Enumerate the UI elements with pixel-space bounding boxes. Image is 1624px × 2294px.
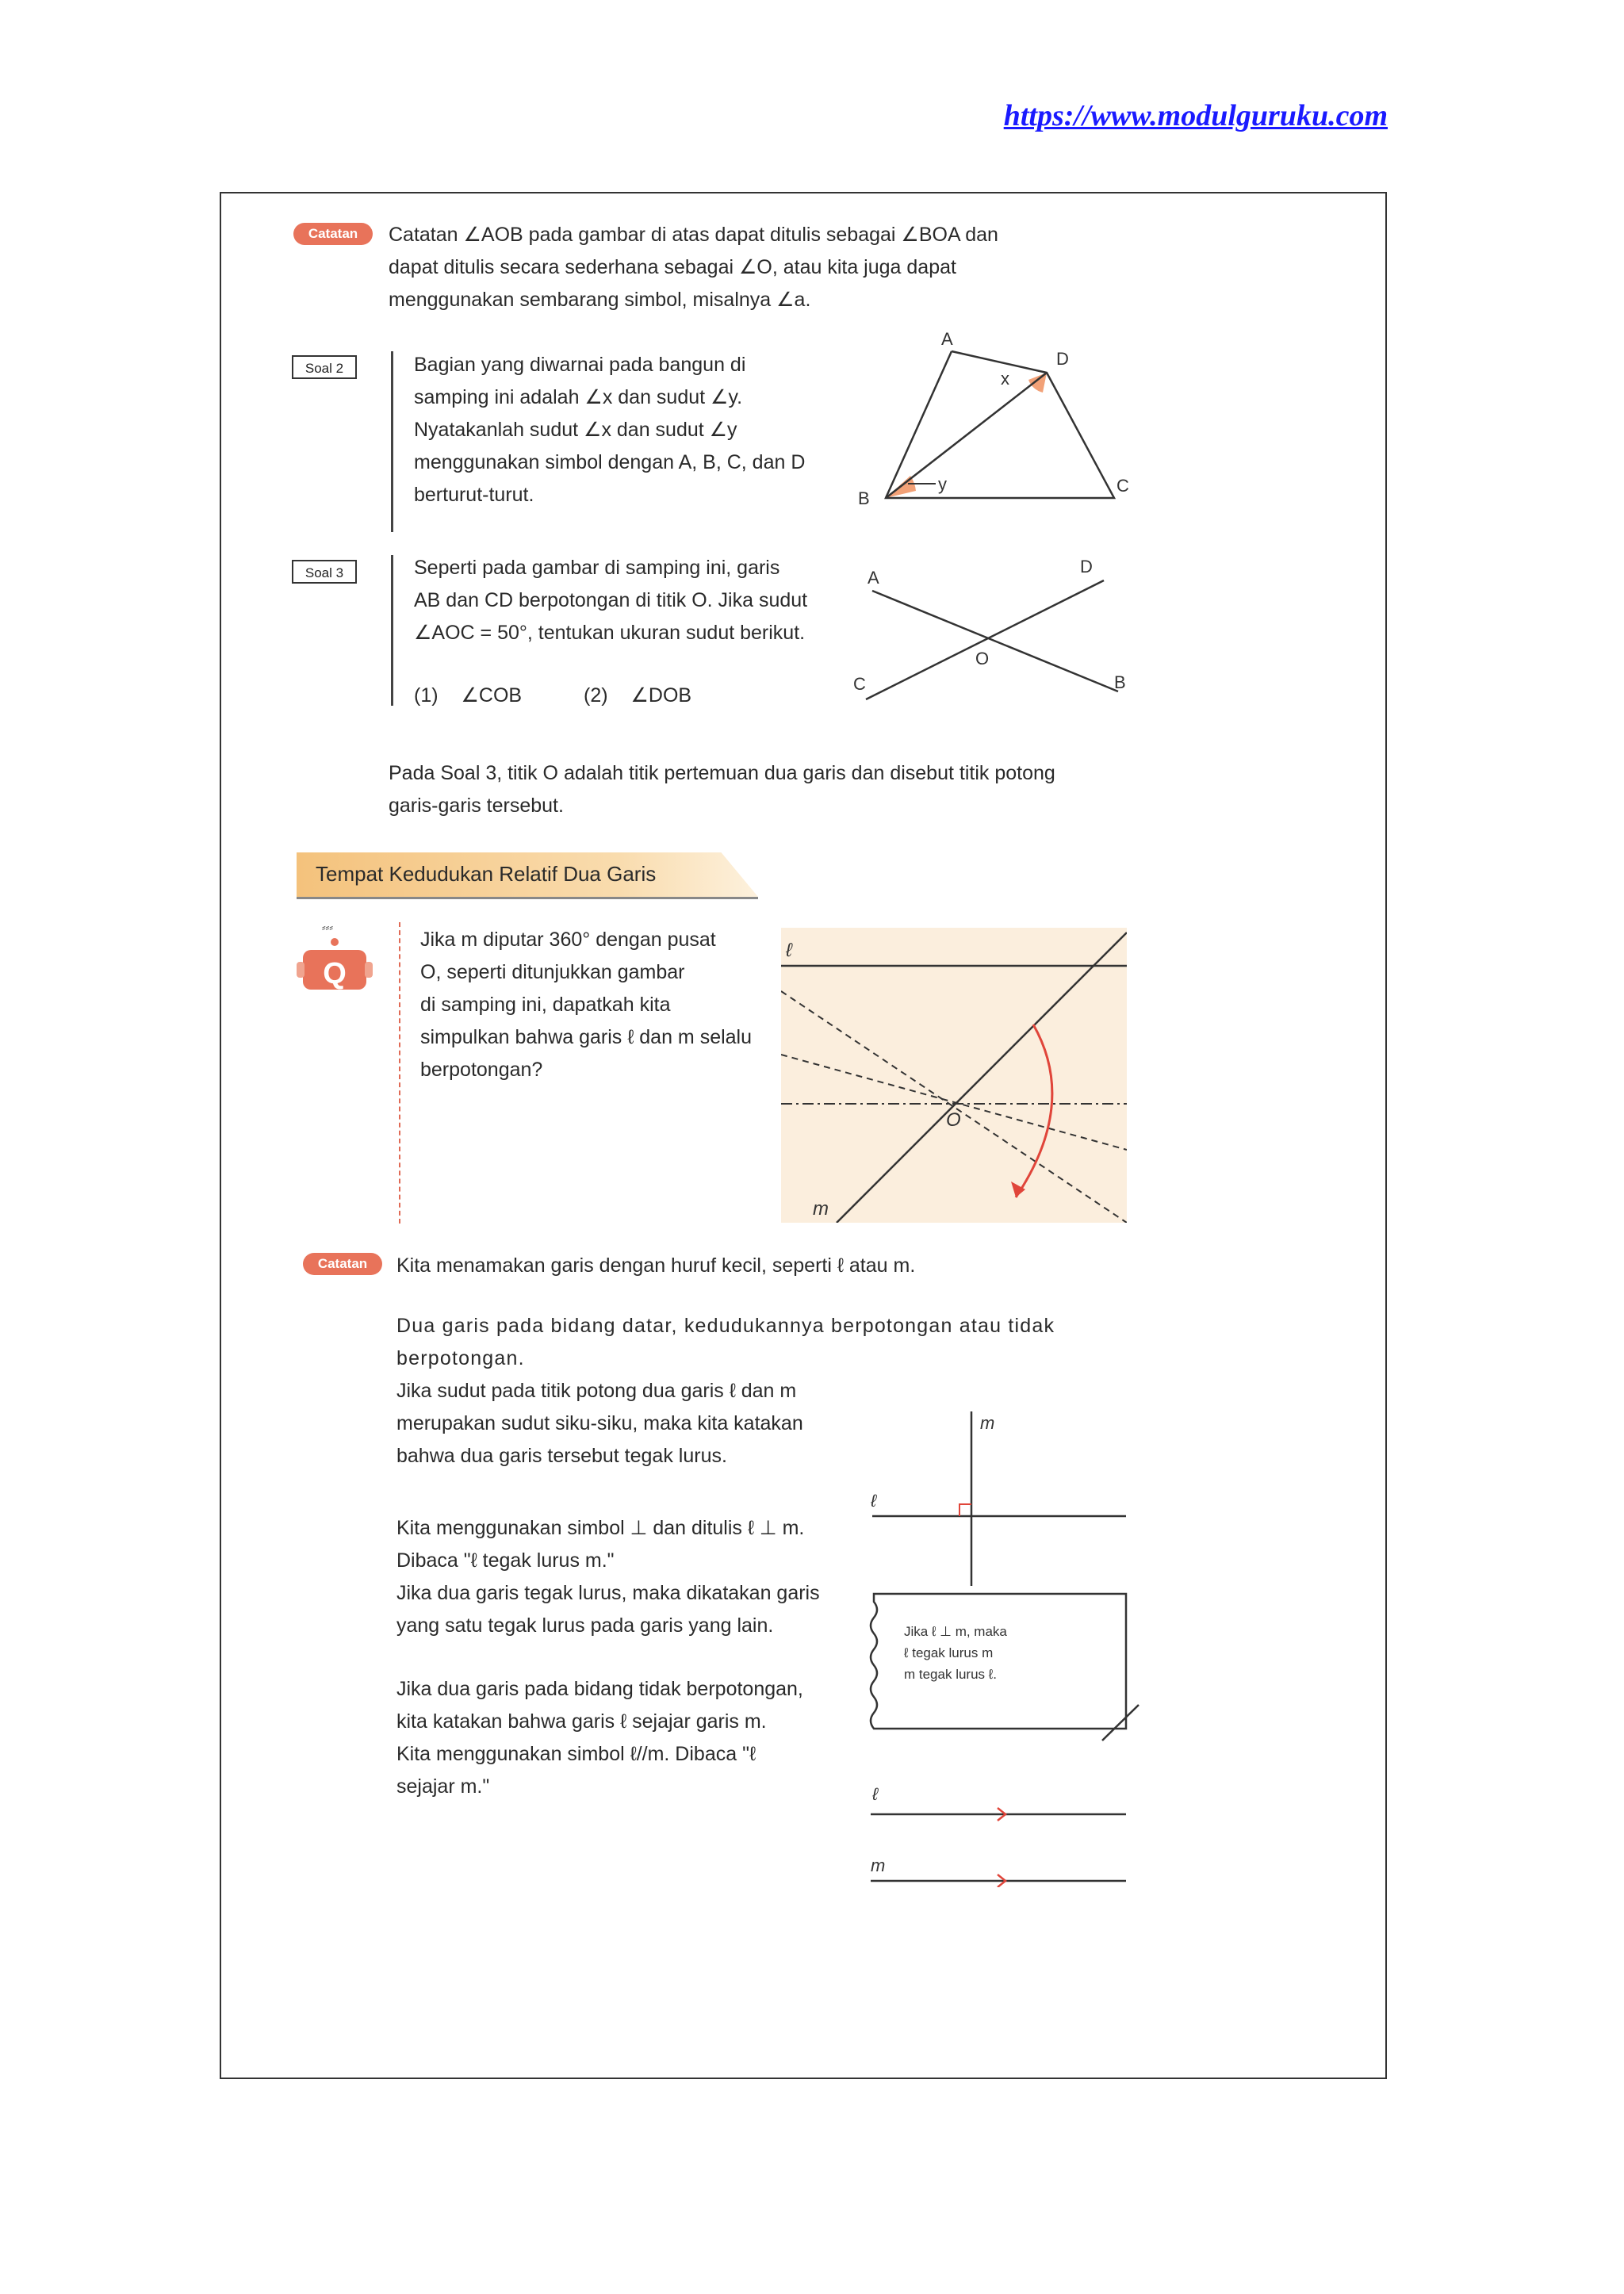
text-line: berpotongan? <box>420 1059 543 1081</box>
line-cd <box>866 580 1104 699</box>
line-l-label: ℓ <box>871 1491 877 1511</box>
point-o-label: O <box>975 649 990 668</box>
text-line: berturut-turut. <box>414 484 534 506</box>
text-line: kita katakan bahwa garis ℓ sejajar garis m. <box>396 1710 767 1733</box>
diagonal-bd <box>886 373 1047 498</box>
text-line: Dibaca "ℓ tegak lurus m." <box>396 1549 615 1572</box>
item-text: ∠DOB <box>630 684 692 707</box>
text-line: O, seperti ditunjukkan gambar <box>420 961 685 983</box>
item-text: ∠COB <box>461 684 523 707</box>
text-line: ℓ tegak lurus m <box>904 1645 994 1660</box>
soal-3-label: Soal 3 <box>292 560 357 584</box>
text-line: Jika sudut pada titik potong dua garis ℓ dan m <box>396 1380 797 1402</box>
catatan-badge: Catatan <box>293 223 373 245</box>
perpendicular-figure <box>864 1404 1134 1590</box>
question-text <box>420 924 785 1086</box>
soal-2-bar <box>391 351 393 532</box>
center-o-label: O <box>946 1109 961 1131</box>
soal-3-item-2 <box>584 680 691 712</box>
text-line: Kita menggunakan simbol ℓ//m. Dibaca "ℓ <box>396 1743 756 1765</box>
text-line: dapat ditulis secara sederhana sebagai ∠O, atau kita juga dapat <box>389 256 956 278</box>
catatan-1-text <box>389 219 1039 316</box>
text-line: yang satu tegak lurus pada garis yang lain. <box>396 1614 774 1637</box>
text-line: m tegak lurus ℓ. <box>904 1667 997 1682</box>
text-line: merupakan sudut siku-siku, maka kita katakan <box>396 1412 803 1434</box>
text-line: Pada Soal 3, titik O adalah titik pertemuan dua garis dan disebut titik potong <box>389 762 1055 784</box>
text-line: simpulkan bahwa garis ℓ dan m selalu <box>420 1026 753 1048</box>
point-c-label: C <box>1116 476 1129 496</box>
figure-background <box>781 928 1127 1223</box>
item-number: (1) <box>414 684 439 707</box>
text-line: Jika m diputar 360° dengan pusat <box>420 929 716 951</box>
bulb-dot <box>331 938 339 946</box>
line-ab <box>872 591 1118 691</box>
line-l-label: ℓ <box>786 940 792 961</box>
text-line: Jika dua garis tegak lurus, maka dikatakan garis <box>396 1582 820 1604</box>
header-url-link[interactable]: https://www.modulguruku.com <box>1003 99 1388 132</box>
text-line: garis-garis tersebut. <box>389 795 564 817</box>
quad-outline <box>886 351 1114 498</box>
titik-potong-paragraph <box>389 757 1142 822</box>
sparkle-marks: ⸗⸗⸗ <box>322 921 333 933</box>
point-a-label: A <box>868 568 879 588</box>
rotation-figure <box>781 928 1127 1223</box>
intro-paragraph <box>396 1310 1126 1375</box>
catatan-2-text: Kita menamakan garis dengan huruf kecil, seperti ℓ atau m. <box>396 1254 916 1277</box>
text-line: ∠AOC = 50°, tentukan ukuran sudut berikut. <box>414 622 806 644</box>
line-m-label: m <box>871 1855 886 1875</box>
text-line: AB dan CD berpotongan di titik O. Jika sudut <box>414 589 808 611</box>
soal-3-text <box>414 552 842 649</box>
point-b-label: B <box>858 488 870 508</box>
text-line: di samping ini, dapatkah kita <box>420 994 671 1016</box>
note-text <box>904 1621 1007 1685</box>
text-line: Jika dua garis pada bidang tidak berpotongan, <box>396 1678 803 1700</box>
text-line: Nyatakanlah sudut ∠x dan sudut ∠y <box>414 419 737 441</box>
section-heading <box>297 852 758 897</box>
catatan-badge: Catatan <box>303 1253 382 1275</box>
right-angle-mark <box>959 1504 971 1516</box>
soal-3-item-1 <box>414 680 522 712</box>
text-line: Seperti pada gambar di samping ini, garis <box>414 557 780 579</box>
angle-x-label: x <box>1001 369 1009 389</box>
angle-y-label: y <box>938 474 947 494</box>
line-m-label: m <box>980 1413 995 1433</box>
text-line: bahwa dua garis tersebut tegak lurus. <box>396 1445 727 1467</box>
question-dashed-bar <box>399 922 400 1224</box>
section-heading-underline <box>297 897 758 899</box>
sejajar-paragraph <box>396 1673 856 1803</box>
text-line: sejajar m." <box>396 1775 490 1798</box>
tegak-lurus-paragraph <box>396 1375 856 1473</box>
point-c-label: C <box>853 674 866 694</box>
text-line: samping ini adalah ∠x dan sudut ∠y. <box>414 386 743 408</box>
parallel-lines-figure <box>864 1760 1134 1887</box>
point-b-label: B <box>1114 672 1126 692</box>
point-a-label: A <box>941 329 953 349</box>
text-line: Dua garis pada bidang datar, kedudukannya berpotongan atau tidak <box>396 1315 1055 1337</box>
icon-ear-left <box>297 962 304 978</box>
text-line: Jika ℓ ⊥ m, maka <box>904 1624 1007 1639</box>
icon-ear-right <box>365 962 373 978</box>
soal-3-bar <box>391 555 393 706</box>
text-line: Catatan ∠AOB pada gambar di atas dapat ditulis sebagai ∠BOA dan <box>389 224 998 246</box>
text-line: Bagian yang diwarnai pada bangun di <box>414 354 746 376</box>
item-number: (2) <box>584 684 608 707</box>
soal-2-text <box>414 349 842 511</box>
soal-2-label: Soal 2 <box>292 355 357 379</box>
question-icon-graphic <box>297 918 373 994</box>
text-line: berpotongan. <box>396 1347 525 1369</box>
quadrilateral-figure <box>848 325 1142 515</box>
icon-letter: Q <box>323 957 347 990</box>
point-d-label: D <box>1080 557 1093 576</box>
text-line: menggunakan sembarang simbol, misalnya ∠a. <box>389 289 811 311</box>
question-icon <box>297 918 373 994</box>
point-d-label: D <box>1056 349 1069 369</box>
intersecting-lines-figure <box>848 555 1142 714</box>
line-m-label: m <box>813 1198 829 1220</box>
text-line: Kita menggunakan simbol ⊥ dan ditulis ℓ ⊥ m. <box>396 1517 805 1539</box>
text-line: menggunakan simbol dengan A, B, C, dan D <box>414 451 806 473</box>
simbol-paragraph <box>396 1512 872 1642</box>
line-l-label: ℓ <box>872 1784 879 1804</box>
section-title: Tempat Kedudukan Relatif Dua Garis <box>316 862 657 886</box>
